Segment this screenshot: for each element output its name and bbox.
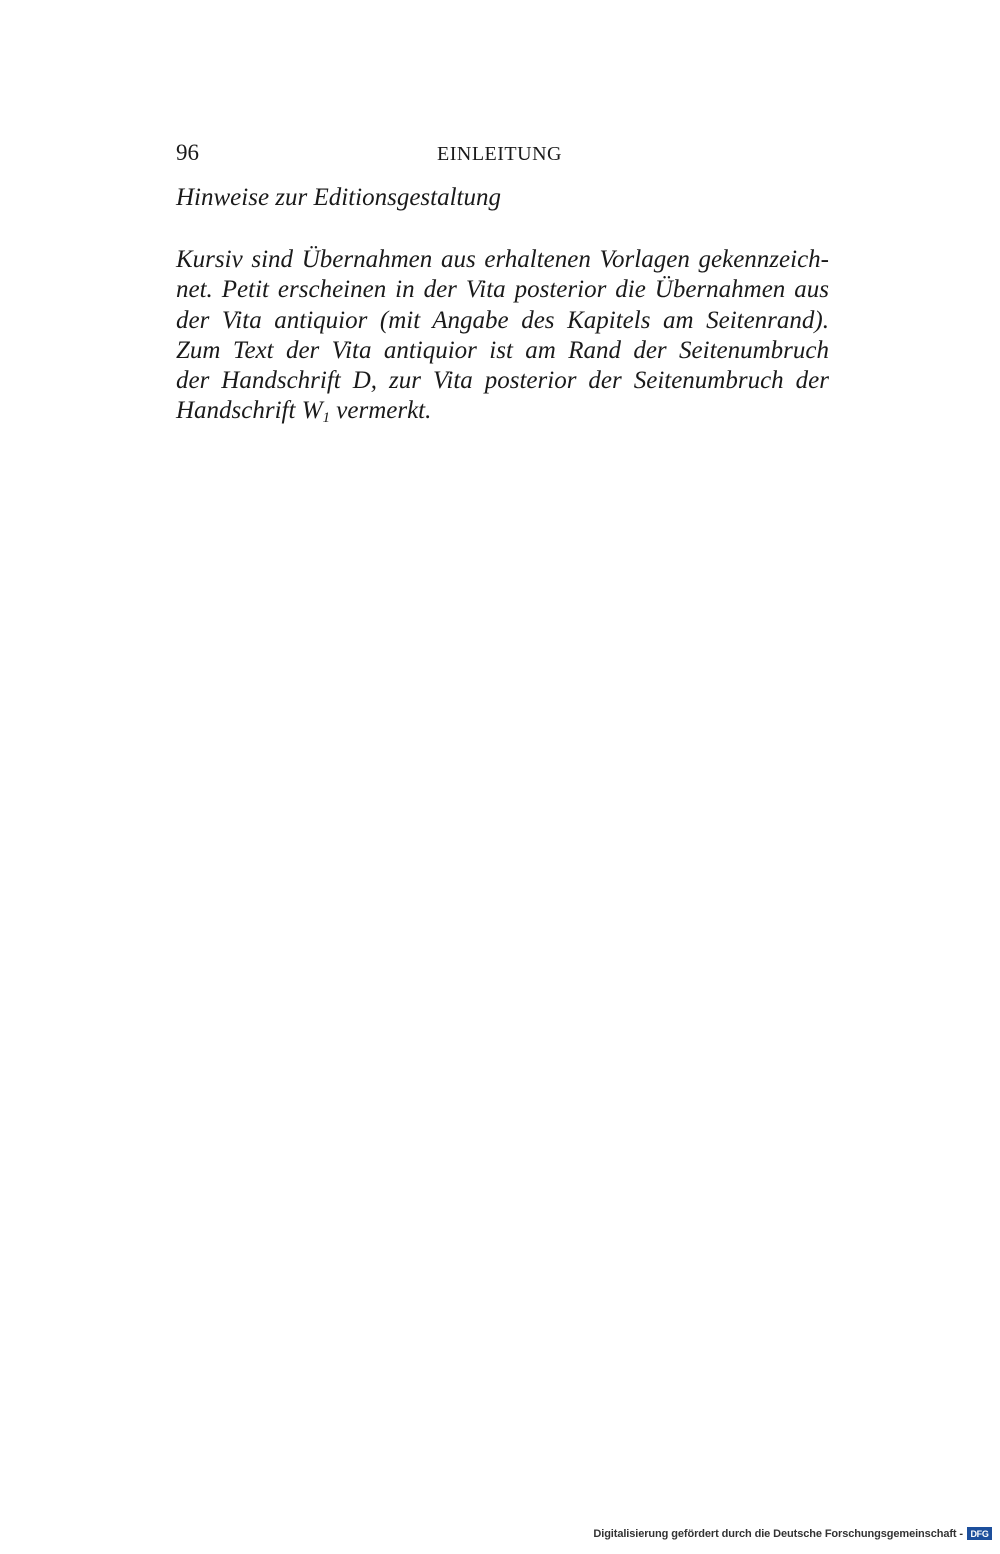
text-line: der Vita antiquior (mit Angabe des Kapitels am Seitenrand). (176, 306, 829, 334)
manuscript-subscript: 1 (322, 410, 331, 427)
manuscript-label: Handschrift W (176, 397, 323, 425)
text-line-last (176, 396, 829, 433)
running-head: EINLEITUNG (437, 143, 562, 165)
text-line: Kursiv sind Übernahmen aus erhaltenen Vorlagen gekennzeich- (176, 246, 829, 273)
line-ending: vermerkt. (330, 397, 432, 425)
digitization-footer (593, 1527, 992, 1540)
text-line: net. Petit erscheinen in der Vita posterior die Übernahmen aus (176, 276, 829, 304)
digitization-credit: Digitalisierung gefördert durch die Deutsche Forschungsgemeinschaft - (593, 1527, 963, 1540)
body-paragraph (176, 245, 829, 434)
text-line: der Handschrift D, zur Vita posterior der Seitenumbruch der (176, 367, 829, 395)
page-number: 96 (176, 140, 199, 165)
section-heading: Hinweise zur Editionsgestaltung (176, 184, 501, 211)
text-line: Zum Text der Vita antiquior ist am Rand der Seitenumbruch (176, 336, 829, 364)
dfg-logo: DFG (967, 1527, 992, 1540)
